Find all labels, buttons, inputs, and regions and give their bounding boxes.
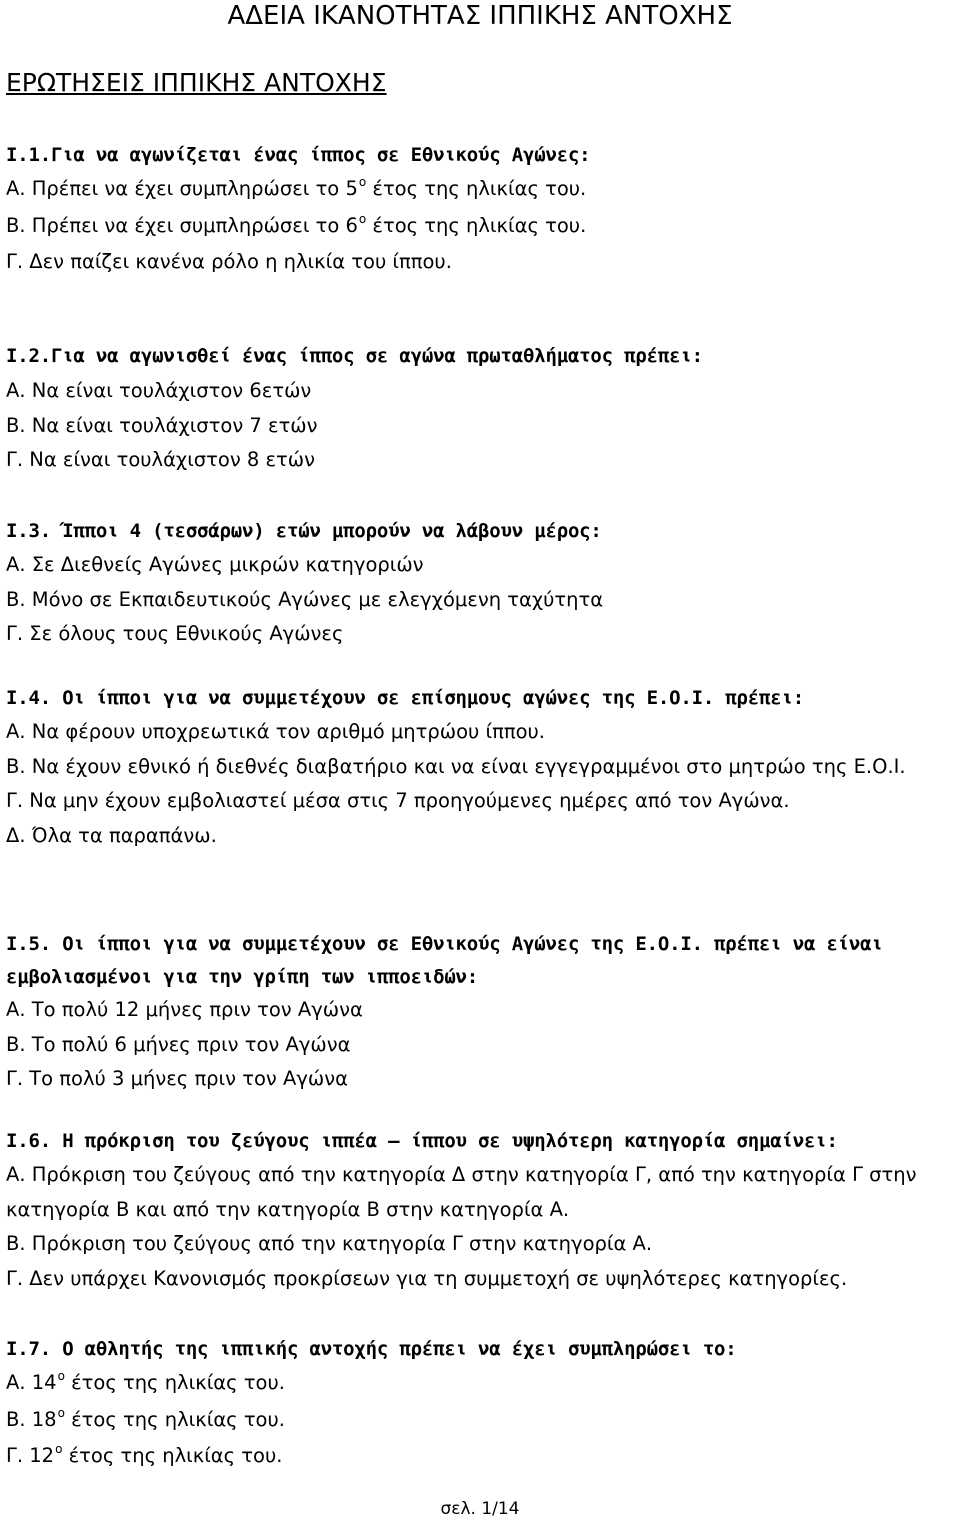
answer-option: Α. Να είναι τουλάχιστον 6ετών bbox=[6, 379, 312, 402]
answer-option: Β. Μόνο σε Εκπαιδευτικούς Αγώνες με ελεγχόμενη ταχύτητα bbox=[6, 587, 604, 611]
answer-option: Γ. Δεν παίζει κανένα ρόλο η ηλικία του ίππου. bbox=[6, 250, 452, 274]
answer-option: Β. Πρέπει να έχει συμπληρώσει το $6^o$ έτος της ηλικίας του. bbox=[6, 211, 587, 237]
question-options bbox=[6, 993, 956, 1097]
question-title: Ι.1.Για να αγωνίζεται ένας ίππος σε Εθνικούς Αγώνες: bbox=[6, 144, 591, 166]
question-2 bbox=[6, 343, 956, 369]
question-options bbox=[6, 374, 956, 478]
answer-option: Δ. Όλα τα παραπάνω. bbox=[6, 823, 217, 847]
answer-option: Γ. $12^o$ έτος της ηλικίας του. bbox=[6, 1442, 283, 1468]
question-options bbox=[6, 172, 956, 280]
answer-option: Β. Πρόκριση του ζεύγους από την κατηγορία Γ στην κατηγορία Α. bbox=[6, 1232, 653, 1256]
question-5 bbox=[6, 928, 956, 994]
answer-option: Α. Να φέρουν υποχρεωτικά τον αριθμό μητρώου ίππου. bbox=[6, 720, 545, 743]
answer-option: Α. Το πολύ 12 μήνες πριν τον Αγώνα bbox=[6, 998, 363, 1021]
question-title: Ι.3. Ίπποι 4 (τεσσάρων) ετών μπορούν να λάβουν μέρος: bbox=[6, 520, 602, 542]
answer-option: Γ. Σε όλους τους Εθνικούς Αγώνες bbox=[6, 622, 344, 646]
question-4 bbox=[6, 685, 956, 711]
question-options bbox=[6, 1158, 956, 1296]
page-number: σελ. 1/14 bbox=[440, 1499, 520, 1519]
answer-option: Γ. Να μην έχουν εμβολιαστεί μέσα στις 7 προηγούμενες ημέρες από τον Αγώνα. bbox=[6, 789, 790, 813]
question-title: Ι.2.Για να αγωνισθεί ένας ίππος σε αγώνα πρωταθλήματος πρέπει: bbox=[6, 345, 703, 367]
question-3 bbox=[6, 518, 956, 544]
question-7 bbox=[6, 1336, 956, 1362]
answer-option: Β. $18^o$ έτος της ηλικίας του. bbox=[6, 1405, 285, 1431]
answer-option: Γ. Το πολύ 3 μήνες πριν τον Αγώνα bbox=[6, 1067, 348, 1091]
question-6 bbox=[6, 1128, 956, 1154]
answer-option: Α. Πρόκριση του ζεύγους από την κατηγορία Δ στην κατηγορία Γ, από την κατηγορία Γ στην κατηγορία Β και από την κατηγορία Β στην κατηγορία Α. bbox=[6, 1163, 917, 1221]
question-title: Ι.4. Οι ίπποι για να συμμετέχουν σε επίσημους αγώνες της Ε.Ο.Ι. πρέπει: bbox=[6, 687, 804, 709]
answer-option: Β. Το πολύ 6 μήνες πριν τον Αγώνα bbox=[6, 1032, 351, 1056]
answer-option: Β. Να είναι τουλάχιστον 7 ετών bbox=[6, 413, 318, 437]
answer-option: Α. Πρέπει να έχει συμπληρώσει το $5^o$ έτος της ηλικίας του. bbox=[6, 175, 587, 200]
answer-option: Γ. Δεν υπάρχει Κανονισμός προκρίσεων για τη συμμετοχή σε υψηλότερες κατηγορίες. bbox=[6, 1266, 848, 1290]
question-options bbox=[6, 1366, 956, 1476]
question-options bbox=[6, 715, 956, 853]
section-heading: ΕΡΩΤΗΣΕΙΣ ΙΠΠΙΚΗΣ ΑΝΤΟΧΗΣ bbox=[6, 68, 387, 97]
question-1 bbox=[6, 142, 956, 168]
answer-option: Α. $14^o$ έτος της ηλικίας του. bbox=[6, 1369, 285, 1394]
answer-option: Α. Σε Διεθνείς Αγώνες μικρών κατηγοριών bbox=[6, 553, 424, 576]
question-title: Ι.7. Ο αθλητής της ιππικής αντοχής πρέπει να έχει συμπληρώσει το: bbox=[6, 1338, 737, 1360]
question-options bbox=[6, 548, 956, 652]
question-title: Ι.5. Οι ίπποι για να συμμετέχουν σε Εθνικούς Αγώνες της Ε.Ο.Ι. πρέπει να είναι εμβολιασμένοι για την γρίπη των ιπποειδών: bbox=[6, 933, 883, 988]
answer-option: Γ. Να είναι τουλάχιστον 8 ετών bbox=[6, 448, 316, 472]
answer-option: Β. Να έχουν εθνικό ή διεθνές διαβατήριο και να είναι εγγεγραμμένοι στο μητρώο της Ε.Ο.Ι. bbox=[6, 754, 906, 778]
question-title: Ι.6. Η πρόκριση του ζεύγους ιππέα – ίππου σε υψηλότερη κατηγορία σημαίνει: bbox=[6, 1130, 838, 1152]
